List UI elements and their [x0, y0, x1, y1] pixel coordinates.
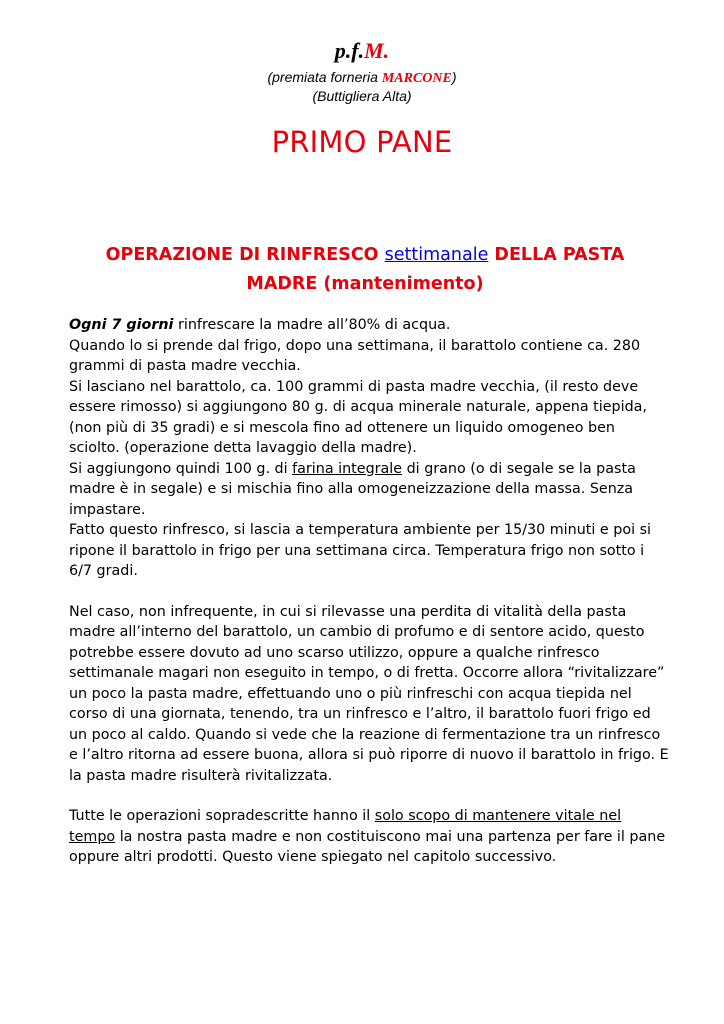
- body-text: [69, 315, 669, 868]
- brand-name: MARCONE: [381, 71, 452, 86]
- paragraph-3-end: la nostra pasta madre e non costituiscono mai una partenza per fare il pane oppure altri prodotti. Questo viene spiegato nel capitolo successivo.: [69, 828, 666, 865]
- paragraph-1-line-2: Quando lo si prende dal frigo, dopo una settimana, il barattolo contiene ca. 280 grammi di pasta madre vecchia.: [69, 337, 641, 374]
- settimanale-link[interactable]: settimanale: [384, 245, 489, 265]
- underlined-phrase: solo scopo di mantenere vitale nel tempo: [69, 808, 622, 845]
- paragraph-1-line-3: Si lasciano nel barattolo, ca. 100 grammi di pasta madre vecchia, (il resto deve essere rimosso) si aggiungono 80 g. di acqua minerale naturale, appena tiepida, (non più di 35 gradi) e si mescola fino ad ottenere un liquido omogeneo ben sciolto. (operazione detta lavaggio della madre).: [69, 378, 647, 456]
- paragraph-1-line-5: Fatto questo rinfresco, si lascia a temperatura ambiente per 15/30 minuti e poi si ripone il barattolo in frigo per una settimana circa. Temperatura frigo non sotto i 6/7 gradi.: [69, 522, 652, 579]
- bakery-name-prefix: (premiata forneria: [267, 69, 382, 85]
- logo-suffix: M.: [364, 38, 390, 63]
- logo: [0, 38, 724, 64]
- logo-prefix: p.f.: [334, 38, 365, 63]
- paragraph-gap: [69, 582, 669, 602]
- line-4-end: di grano (o di segale se la pasta madre è in segale) e si mischia fino alla omogeneizzazione della massa. Senza impastare.: [69, 460, 636, 518]
- location: (Buttigliera Alta): [312, 88, 412, 104]
- bakery-name-suffix: ): [451, 69, 457, 85]
- bakery-name: [0, 68, 724, 88]
- farina-integrale: farina integrale: [292, 460, 403, 477]
- paragraph-1-line-4: [69, 459, 669, 521]
- lead-rest: rinfrescare la madre all’80% di acqua.: [173, 317, 451, 333]
- section-heading-part1: OPERAZIONE DI RINFRESCO: [105, 245, 385, 265]
- section-heading-part2: DELLA PASTA MADRE (mantenimento): [246, 245, 625, 294]
- paragraph-3: [69, 806, 669, 868]
- paragraph-2: Nel caso, non infrequente, in cui si rilevasse una perdita di vitalità della pasta madre all’interno del barattolo, un cambio di profumo e di sentore acido, questo potrebbe essere dovuto ad uno scarso utilizzo, oppure a qualche rinfresco settimanale magari non eseguito in tempo, o di fretta. Occorre allora “rivitalizzare” un poco la pasta madre, effettuando uno o più rinfreschi con acqua tiepida nel corso di una giornata, tenendo, tra un rinfresco e l’altro, il barattolo fuori frigo ed un poco al caldo. Quando si vede che la reazione di fermentazione tra un rinfresco e l’altro ritorna ad essere buona, allora si può riporre di nuovo il barattolo in frigo. E la pasta madre risulterà rivitalizzata.: [69, 603, 669, 784]
- paragraph-gap: [69, 786, 669, 806]
- lead-phrase: Ogni 7 giorni: [69, 317, 174, 333]
- page-title: PRIMO PANE: [271, 125, 453, 159]
- section-heading: [70, 241, 660, 299]
- paragraph-1-line-1: [69, 315, 669, 336]
- paragraph-3-start: Tutte le operazioni sopradescritte hanno il: [69, 808, 375, 824]
- line-4-start: Si aggiungono quindi 100 g. di: [69, 460, 293, 477]
